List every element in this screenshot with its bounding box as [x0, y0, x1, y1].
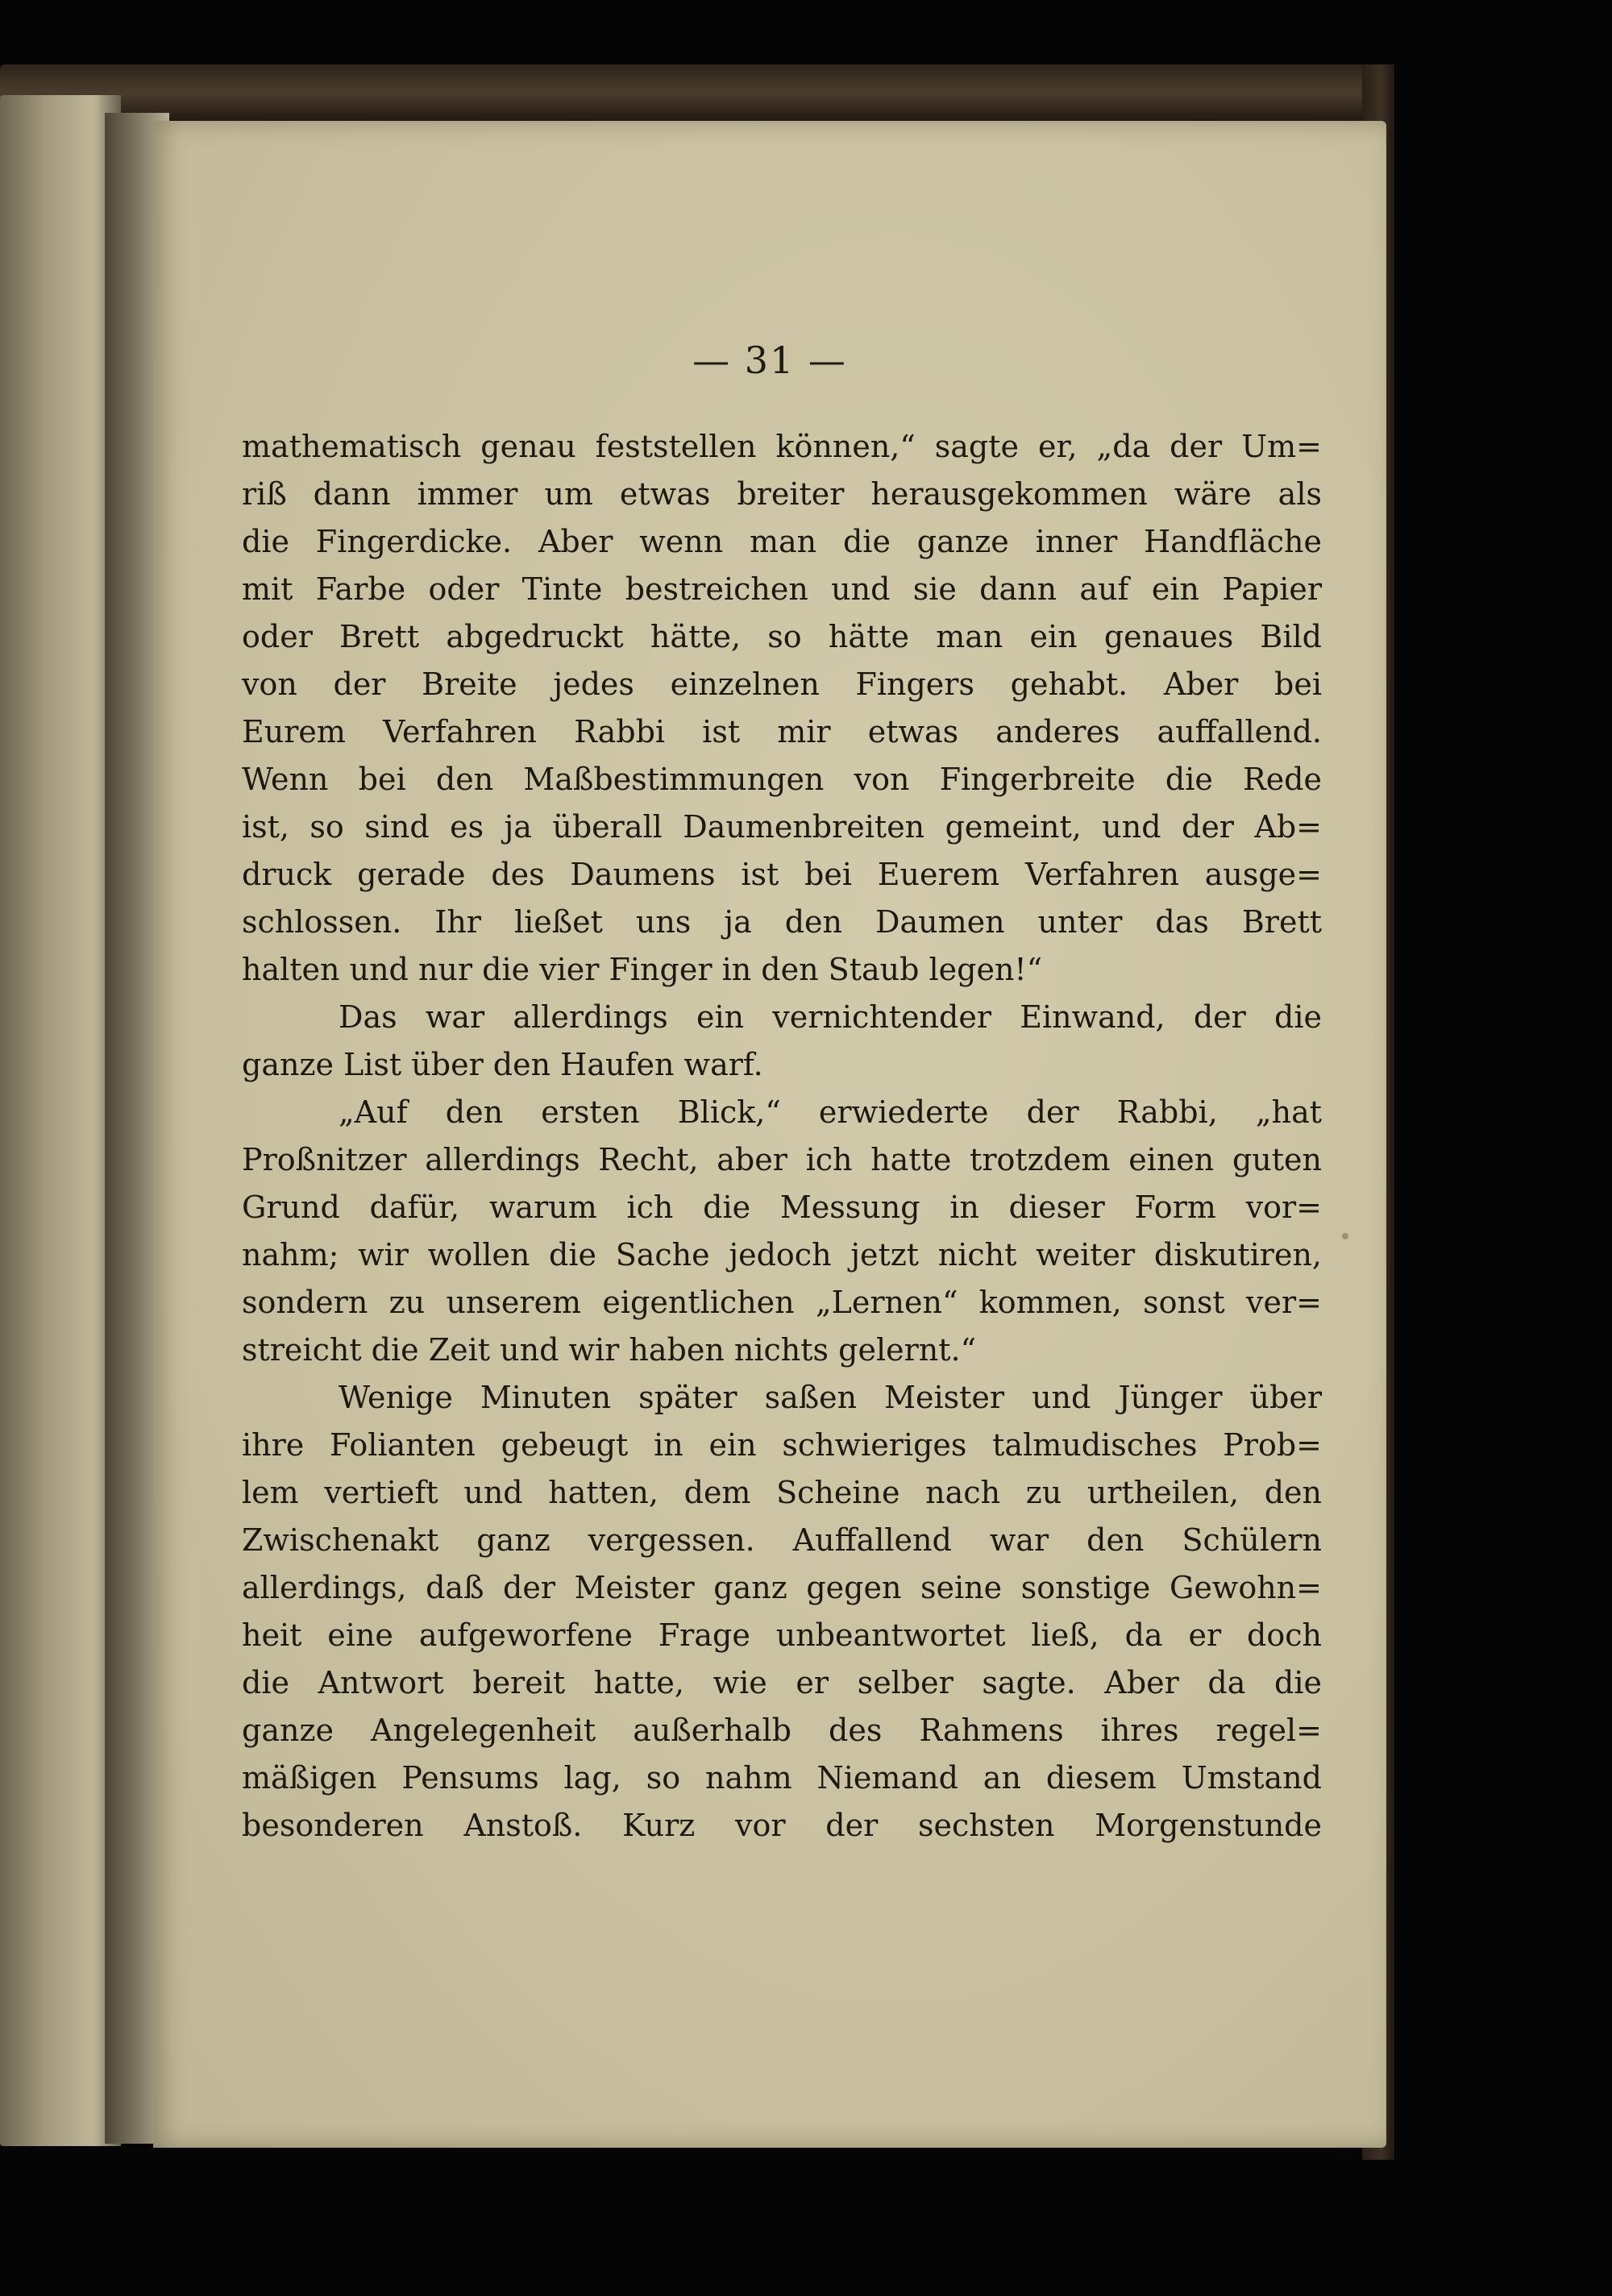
text-line: besonderen Anstoß. Kurz vor der sechsten Morgenstunde	[242, 1808, 1322, 1843]
text-line: mit Farbe oder Tinte bestreichen und sie dann auf ein Papier	[242, 571, 1322, 607]
text-line: streicht die Zeit und wir haben nichts gelernt.“	[242, 1332, 976, 1368]
text-line: Wenn bei den Maßbestimmungen von Fingerbreite die Rede	[242, 762, 1322, 797]
text-line: die Fingerdicke. Aber wenn man die ganze inner Handfläche	[242, 524, 1322, 559]
text-line: nahm; wir wollen die Sache jedoch jetzt nicht weiter diskutiren,	[242, 1237, 1322, 1273]
text-line: allerdings, daß der Meister ganz gegen seine sonstige Gewohn=	[242, 1570, 1322, 1605]
text-line: mathematisch genau feststellen können,“ sagte er, „da der Um=	[242, 429, 1322, 464]
text-line: schlossen. Ihr ließet uns ja den Daumen unter das Brett	[242, 904, 1322, 940]
text-line: lem vertieft und hatten, dem Scheine nach zu urtheilen, den	[242, 1475, 1322, 1510]
facing-page-edge	[0, 95, 121, 2146]
text-line: „Auf den ersten Blick,“ erwiederte der Rabbi, „hat	[339, 1094, 1322, 1130]
text-line: heit eine aufgeworfene Frage unbeantwortet ließ, da er doch	[242, 1617, 1322, 1653]
page-text-block	[242, 423, 1322, 1850]
text-line: ihre Folianten gebeugt in ein schwieriges talmudisches Prob=	[242, 1427, 1322, 1463]
page-number: — 31 —	[692, 338, 847, 382]
book-page	[153, 121, 1386, 2148]
paper-spot	[1342, 1233, 1348, 1239]
text-line: Proßnitzer allerdings Recht, aber ich hatte trotzdem einen guten	[242, 1142, 1322, 1177]
text-line: sondern zu unserem eigentlichen „Lernen“ kommen, sonst ver=	[242, 1285, 1322, 1320]
text-line: halten und nur die vier Finger in den Staub legen!“	[242, 952, 1043, 987]
text-line: Grund dafür, warum ich die Messung in dieser Form vor=	[242, 1190, 1322, 1225]
text-line: ist, so sind es ja überall Daumenbreiten gemeint, und der Ab=	[242, 809, 1322, 845]
text-line: ganze Angelegenheit außerhalb des Rahmens ihres regel=	[242, 1713, 1322, 1748]
text-line: druck gerade des Daumens ist bei Euerem Verfahren ausge=	[242, 857, 1322, 892]
book-cover-top-edge	[0, 64, 1390, 121]
text-line: Wenige Minuten später saßen Meister und Jünger über	[339, 1380, 1322, 1415]
text-line: Das war allerdings ein vernichtender Einwand, der die	[339, 999, 1322, 1035]
text-line: Eurem Verfahren Rabbi ist mir etwas anderes auffallend.	[242, 714, 1322, 749]
text-line: von der Breite jedes einzelnen Fingers gehabt. Aber bei	[242, 666, 1322, 702]
text-line: ganze List über den Haufen warf.	[242, 1047, 763, 1082]
text-line: mäßigen Pensums lag, so nahm Niemand an diesem Umstand	[242, 1760, 1322, 1796]
text-line: riß dann immer um etwas breiter herausgekommen wäre als	[242, 476, 1322, 512]
text-line: Zwischenakt ganz vergessen. Auffallend war den Schülern	[242, 1522, 1322, 1558]
text-line: oder Brett abgedruckt hätte, so hätte man ein genaues Bild	[242, 619, 1322, 654]
text-line: die Antwort bereit hatte, wie er selber sagte. Aber da die	[242, 1665, 1322, 1700]
